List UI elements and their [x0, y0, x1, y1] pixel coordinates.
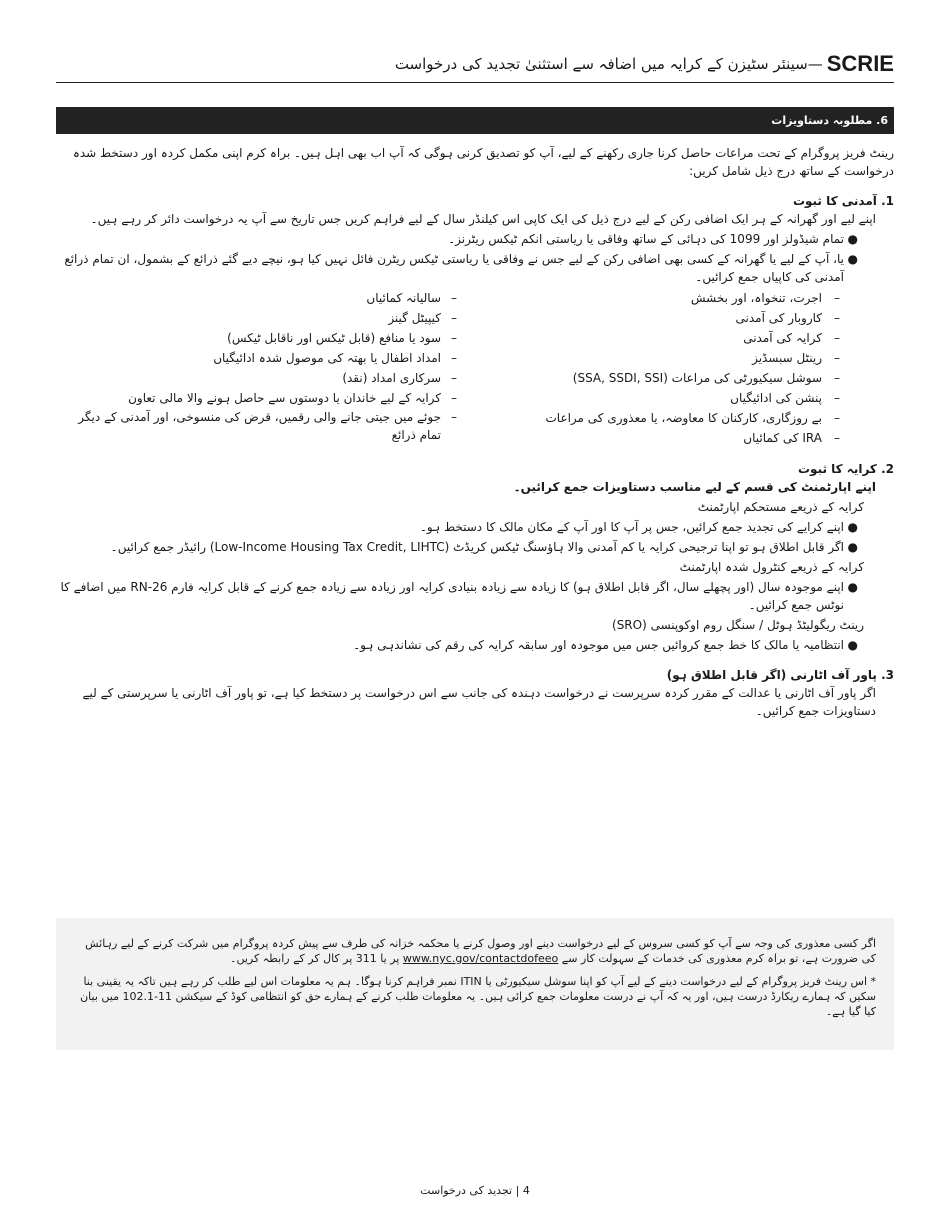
rent-controlled-label: کرایہ کے ذریعے کنٹرول شدہ اپارٹمنٹ — [679, 560, 864, 574]
main-content — [56, 144, 894, 720]
section-label: 6. مطلوبہ دستاویزات — [771, 114, 888, 127]
intro-paragraph: رینٹ فریز پروگرام کے تحت مراعات حاصل کرنا جاری رکھنے کے لیے، آپ کو تصدیق کرنی ہوگی کہ آپ اب بھی اہل ہیں۔ براہ کرم اپنی مکمل کردہ اور دستخط شدہ درخواست کے ساتھ درج ذیل شامل کریں: — [72, 146, 894, 178]
bullet-icon: ● — [847, 540, 858, 554]
income-sources-right-column — [475, 288, 894, 448]
section-heading-bar — [56, 107, 894, 134]
list-item: ● اپنے کرایے کی تجدید جمع کرائیں، جس پر آپ کا اور آپ کے مکان مالک کا دستخط ہو۔ — [419, 520, 858, 534]
list-item: ● یا، آپ کے لیے یا گھرانہ کے کسی بھی اضافی رکن کے لیے جس نے وفاقی یا ریاستی ٹیکس ریٹرن فائل نہیں کیا ہو، نیچے دیے گئے ذرائع کے بشمول، ان تمام ذرائع آمدنی کی کاپیاں جمع کرائیں۔ — [64, 252, 858, 284]
list-item: – سود یا منافع (قابل ٹیکس اور ناقابل ٹیکس) — [227, 331, 457, 345]
list-item: – سوشل سیکیورٹی کی مراعات (SSA, SSDI, SSI) — [572, 371, 840, 385]
bullet-icon: ● — [847, 520, 858, 534]
bullet-icon: ● — [847, 232, 858, 246]
list-item: – جوئے میں جیتی جانے والی رقمیں، قرض کی منسوخی، اور آمدنی کے دیگر تمام ذرائع — [78, 410, 457, 442]
income-sources — [56, 288, 894, 448]
accessibility-note: اگر کسی معذوری کی وجہ سے آپ کو کسی سروس کے لیے درخواست دینے اور وصول کرنے یا محکمہ خزانہ کی طرف سے پیش کردہ پروگرام میں شرکت کرنے کے لیے رہائش کی ضرورت ہے، تو براہ کرم معذوری کی خدمات کے سہولت کار سے www.nyc.gov/contactdofeeo پر یا 311 پر کال کر کے رابطہ کریں۔ — [85, 937, 876, 965]
bullet-icon: ● — [847, 580, 858, 594]
rent-controlled-list — [56, 578, 894, 614]
list-item: – IRA کی کمائیاں — [743, 431, 840, 445]
rent-subheading: اپنے اپارٹمنٹ کی قسم کے لیے مناسب دستاویزات جمع کرائیں۔ — [513, 480, 876, 494]
list-item: ● اپنے موجودہ سال (اور پچھلے سال، اگر قابل اطلاق ہو) کا زیادہ سے زیادہ بنیادی کرایہ اور زیادہ سے زیادہ جمع کرنے کے قابل کرایہ فارم RN-26 میں اضافے کا نوٹس جمع کرائیں۔ — [60, 580, 858, 612]
page-footer: 4 | تجدید کی درخواست — [420, 1184, 530, 1197]
program-brand: SCRIE — [826, 51, 894, 76]
list-item: – سالیانہ کمائیاں — [366, 291, 457, 305]
rent-stabilized-label: کرایہ کے ذریعے مستحکم اپارٹمنٹ — [697, 500, 864, 514]
poa-description: اگر پاور آف اٹارنی یا عدالت کے مقرر کردہ سرپرست نے درخواست دہندہ کی جانب سے اس درخواست پر دستخط کیا ہے، تو پاور آف اٹارنی یا سرپرستی کے لیے دستاویزات جمع کرائیں۔ — [82, 686, 876, 718]
income-bullet-list — [56, 230, 894, 286]
footnote-box — [56, 918, 894, 1050]
bullet-icon: ● — [847, 638, 858, 652]
bullet-icon: ● — [847, 252, 858, 266]
rent-heading: 2. کرایہ کا ثبوت — [797, 462, 894, 476]
list-item: – پنشن کی ادائیگیاں — [730, 391, 840, 405]
income-description: اپنے لیے اور گھرانہ کے ہر ایک اضافی رکن کے لیے درج ذیل کی ایک کاپی اس کیلنڈر سال کے لیے فراہم کریں جس تاریخ سے آپ یہ درخواست دائر کر رہے ہیں۔ — [90, 212, 876, 226]
poa-heading: 3. پاور آف اٹارنی (اگر قابل اطلاق ہو) — [666, 668, 894, 682]
list-item: – سرکاری امداد (نقد) — [342, 371, 457, 385]
list-item: – رینٹل سبسڈیز — [752, 351, 840, 365]
list-item: – کرایہ کے لیے خاندان یا دوستوں سے حاصل ہونے والا مالی تعاون — [128, 391, 457, 405]
rent-sro-label: رینٹ ریگولیٹڈ ہوٹل / سنگل روم اوکوپنسی (SRO) — [612, 618, 864, 632]
list-item: ● اگر قابل اطلاق ہو تو اپنا ترجیحی کرایہ یا کم آمدنی والا ہاؤسنگ ٹیکس کریڈٹ (Low-Income Housing Tax Credit, LIHTC) رائیڈر جمع کرائیں۔ — [110, 540, 858, 554]
income-sources-left-column — [56, 288, 475, 448]
rent-stabilized-list — [56, 518, 894, 556]
list-item: – اجرت، تنخواہ، اور بخشش — [690, 291, 840, 305]
list-item: ● تمام شیڈولز اور 1099 کی دہائی کے ساتھ وفاقی یا ریاستی انکم ٹیکس ریٹرنز۔ — [448, 232, 858, 246]
list-item: – کیپیٹل گینز — [388, 311, 457, 325]
page-header — [56, 46, 894, 83]
list-item: – کرایہ کی آمدنی — [743, 331, 840, 345]
list-item: – بے روزگاری، کارکنان کا معاوضہ، یا معذوری کی مراعات — [545, 411, 840, 425]
list-item: – امداد اطفال یا بھتہ کی موصول شدہ ادائیگیاں — [213, 351, 457, 365]
income-heading: 1. آمدنی کا ثبوت — [792, 194, 894, 208]
list-item: – کاروبار کی آمدنی — [735, 311, 840, 325]
ssn-note: * اس رینٹ فریز پروگرام کے لیے درخواست دینے کے لیے آپ کو اپنا سوشل سیکیورٹی یا ITIN نمبر فراہم کرنا ہوگا۔ ہم یہ معلومات اس لیے طلب کر رہے ہیں تاکہ یہ یقینی بنا سکیں کہ ہمارے ریکارڈ درست ہیں، اور یہ کہ آپ نے درست معلومات جمع کرائی ہیں۔ یہ معلومات طلب کرنے کے ہمارے حق کو انتظامی کوڈ کے سیکشن 11-102.1 میں بیان کیا گیا ہے۔ — [80, 975, 876, 1018]
contact-link[interactable]: www.nyc.gov/contactdofeeo — [402, 952, 559, 965]
page-title: —سینئر سٹیزن کے کرایہ میں اضافہ سے استثنیٰ تجدید کی درخواست — [394, 55, 823, 73]
rent-sro-list — [56, 636, 894, 654]
list-item: ● انتظامیہ یا مالک کا خط جمع کروائیں جس میں موجودہ اور سابقہ کرایہ کی رقم کی نشاندہی ہو۔ — [353, 638, 858, 652]
